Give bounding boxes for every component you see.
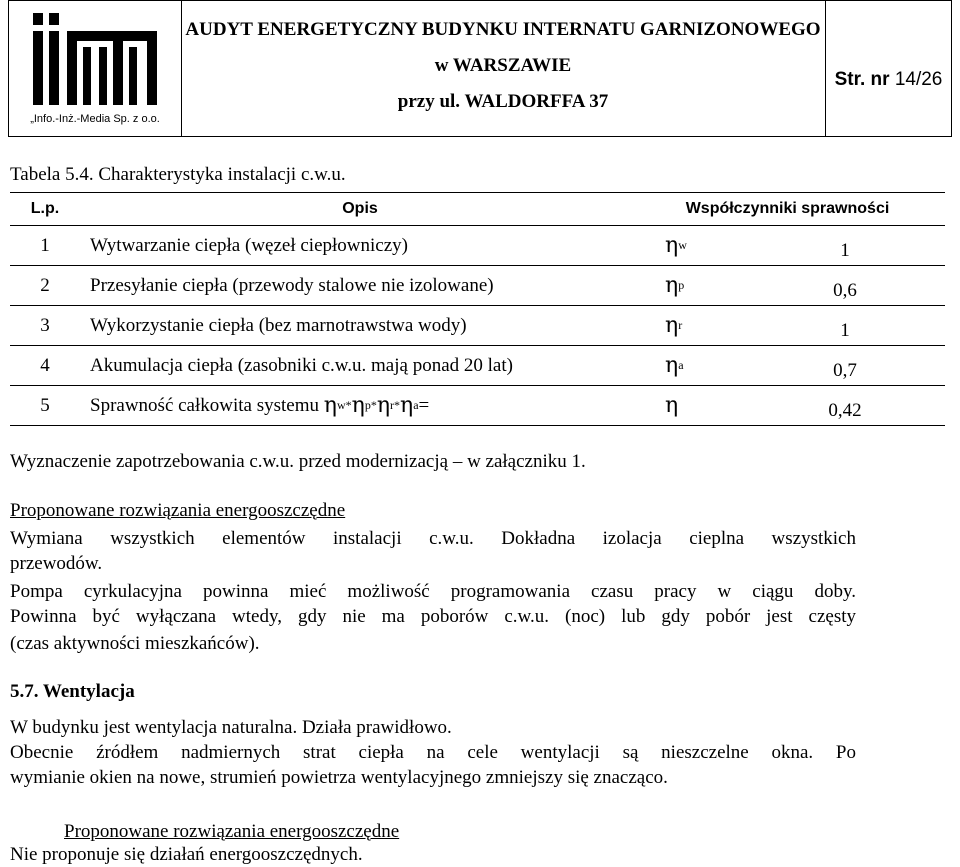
proposal-line: (czas aktywności mieszkańców). — [10, 633, 260, 654]
row-symbol: η — [665, 393, 679, 418]
section-heading-proposals: Proponowane rozwiązania energooszczędne — [10, 500, 346, 521]
table-row — [10, 386, 945, 426]
row-description: Sprawność całkowita systemu η w* η p* η r* η a = — [90, 393, 430, 418]
table-row — [10, 226, 945, 266]
paragraph-reference: Wyznaczenie zapotrzebowania c.w.u. przed modernizacją – w załączniku 1. — [10, 451, 586, 472]
table-row — [10, 346, 945, 386]
logo-caption: „Info.-Inż.-Media Sp. z o.o. — [30, 113, 160, 125]
row-symbol: η p — [665, 273, 685, 298]
row-description: Akumulacja ciepła (zasobniki c.w.u. mają ponad 20 lat) — [90, 354, 513, 376]
table-header-row — [10, 193, 945, 226]
row-value: 0,6 — [833, 279, 857, 301]
row-number: 1 — [40, 234, 50, 256]
title-box — [181, 1, 826, 136]
row-number: 5 — [40, 394, 50, 416]
row-number: 3 — [40, 314, 50, 336]
ventilation-proposal-line: Nie proponuje się działań energooszczędnych. — [10, 844, 363, 865]
efficiency-table — [10, 192, 945, 426]
row-value: 0,7 — [833, 359, 857, 381]
row-value: 1 — [840, 319, 850, 341]
row-description: Przesyłanie ciepła (przewody stalowe nie izolowane) — [90, 274, 494, 296]
page-number: Str. nr 14/26 — [834, 69, 943, 90]
document-title-city: w WARSZAWIE — [434, 55, 572, 76]
proposal-line: Wymiana wszystkich elementów instalacji c.w.u. Dokładna izolacja cieplna wszystkich — [10, 528, 856, 549]
header-coefficients: Współczynniki sprawności — [685, 200, 890, 217]
section-heading-proposals-ventilation: Proponowane rozwiązania energooszczędne — [64, 821, 400, 842]
page-number-box — [826, 1, 951, 136]
logo-box — [9, 1, 182, 136]
row-number: 2 — [40, 274, 50, 296]
ventilation-line: wymianie okien na nowe, strumień powietrza wentylacyjnego zmniejszy się znacząco. — [10, 767, 668, 788]
section-heading-ventilation: 5.7. Wentylacja — [10, 681, 135, 702]
row-symbol: η r — [665, 313, 683, 338]
proposal-line: przewodów. — [10, 553, 103, 574]
row-description: Wytwarzanie ciepła (węzeł ciepłowniczy) — [90, 234, 408, 256]
header-lp: L.p. — [30, 200, 60, 217]
proposal-line: Pompa cyrkulacyjna powinna mieć możliwość programowania czasu pracy w ciągu doby. — [10, 581, 856, 602]
header-opis: Opis — [342, 200, 378, 217]
document-title-address: przy ul. WALDORFFA 37 — [397, 91, 609, 112]
row-number: 4 — [40, 354, 50, 376]
document-title: AUDYT ENERGETYCZNY BUDYNKU INTERNATU GARNIZONOWEGO — [185, 19, 821, 40]
ventilation-line: Obecnie źródłem nadmiernych strat ciepła na cele wentylacji są nieszczelne okna. Po — [10, 742, 856, 763]
company-logo — [27, 7, 163, 111]
table-row — [10, 266, 945, 306]
table-caption: Tabela 5.4. Charakterystyka instalacji c.w.u. — [10, 164, 346, 185]
proposal-line: Powinna być wyłączana wtedy, gdy nie ma poborów c.w.u. (noc) lub gdy pobór jest częsty — [10, 606, 856, 627]
row-symbol: η a — [665, 353, 684, 378]
row-value: 1 — [840, 239, 850, 261]
ventilation-line: W budynku jest wentylacja naturalna. Działa prawidłowo. — [10, 717, 452, 738]
row-value: 0,42 — [828, 399, 862, 421]
row-symbol: η w — [665, 233, 687, 258]
row-description: Wykorzystanie ciepła (bez marnotrawstwa wody) — [90, 314, 467, 336]
table-row — [10, 306, 945, 346]
document-header — [8, 0, 952, 137]
